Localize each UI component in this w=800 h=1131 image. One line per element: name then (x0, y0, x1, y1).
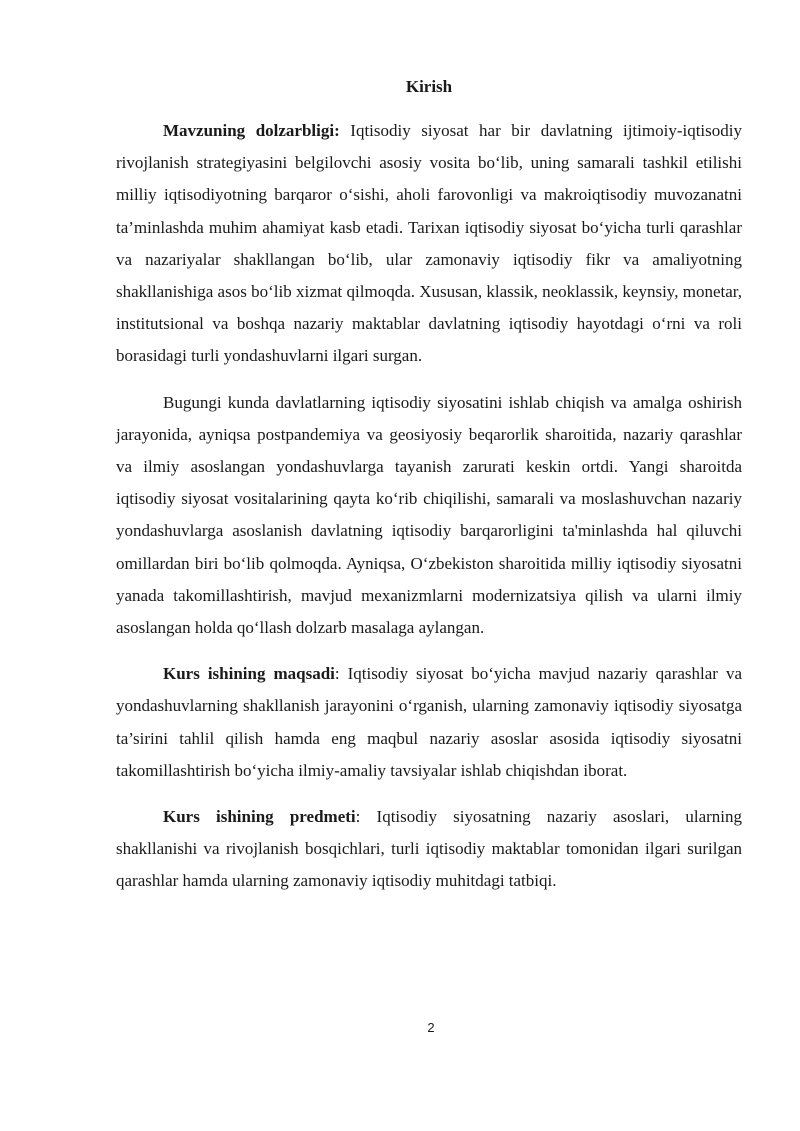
paragraph-text: Iqtisodiy siyosat har bir davlatning ijtimoiy-iqtisodiy rivojlanish strategiyasini belgilovchi asosiy vosita bo‘lib, uning samarali tashkil etilishi milliy iqtisodiyotning barqaror o‘sishi, aholi farovonligi va makroiqtisodiy muvozanatni ta’minlashda muhim ahamiyat kasb etadi. Tarixan iqtisodiy siyosat bo‘yicha turli qarashlar va nazariyalar shakllangan bo‘lib, ular zamonaviy iqtisodiy fikr va amaliyotning shakllanishiga asos bo‘lib xizmat qilmoqda. Xususan, klassik, neoklassik, keynsiy, monetar, institutsional va boshqa nazariy maktablar davlatning iqtisodiy hayotdagi o‘rni va roli borasidagi turli yondashuvlarni ilgari surgan. (116, 121, 742, 366)
paragraph-goal (116, 658, 742, 787)
paragraph-text: : Iqtisodiy siyosatning nazariy asoslari, ularning shakllanishi va rivojlanish bosqichlari, turli iqtisodiy maktablar tomonidan ilgari surilgan qarashlar hamda ularning zamonaviy iqtisodiy muhitdagi tatbiqi. (116, 807, 743, 891)
paragraph-text: Bugungi kunda davlatlarning iqtisodiy siyosatini ishlab chiqish va amalga oshirish jarayonida, ayniqsa postpandemiya va geosiyosiy beqarorlik sharoitida, nazariy qarashlar va ilmiy asoslangan yondashuvlarga tayanish zarurati keskin ortdi. Yangi sharoitda iqtisodiy siyosat vositalarining qayta ko‘rib chiqilishi, samarali va moslashuvchan nazariy yondashuvlarga asoslanish davlatning iqtisodiy barqarorligini ta'minlashda hal qiluvchi omillardan biri bo‘lib qolmoqda. Ayniqsa, O‘zbekiston sharoitida milliy iqtisodiy siyosatni yanada takomillashtirish, mavjud mexanizmlarni modernizatsiya qilish va ularni ilmiy asoslangan holda qo‘llash dolzarb masalaga aylangan. (116, 392, 742, 638)
paragraph-relevance (116, 115, 742, 373)
section-title: Kirish (405, 77, 453, 96)
paragraph-lead: Kurs ishining predmeti (163, 807, 356, 827)
paragraph-lead: Mavzuning dolzarbligi: (163, 121, 340, 140)
paragraph-subject (116, 801, 742, 898)
paragraph-lead: Kurs ishining maqsadi (163, 664, 335, 684)
document-page (116, 73, 742, 912)
paragraph-text: : Iqtisodiy siyosat bo‘yicha mavjud nazariy qarashlar va yondashuvlarning shakllanish jarayonini o‘rganish, ularning zamonaviy iqtisodiy siyosatga ta’sirini tahlil qilish hamda eng maqbul nazariy asoslar asosida iqtisodiy siyosatni takomillashtirish bo‘yicha ilmiy-amaliy tavsiyalar ishlab chiqishdan iborat. (116, 664, 742, 780)
paragraph-context (116, 387, 742, 645)
page-number: 2 (427, 1020, 435, 1035)
